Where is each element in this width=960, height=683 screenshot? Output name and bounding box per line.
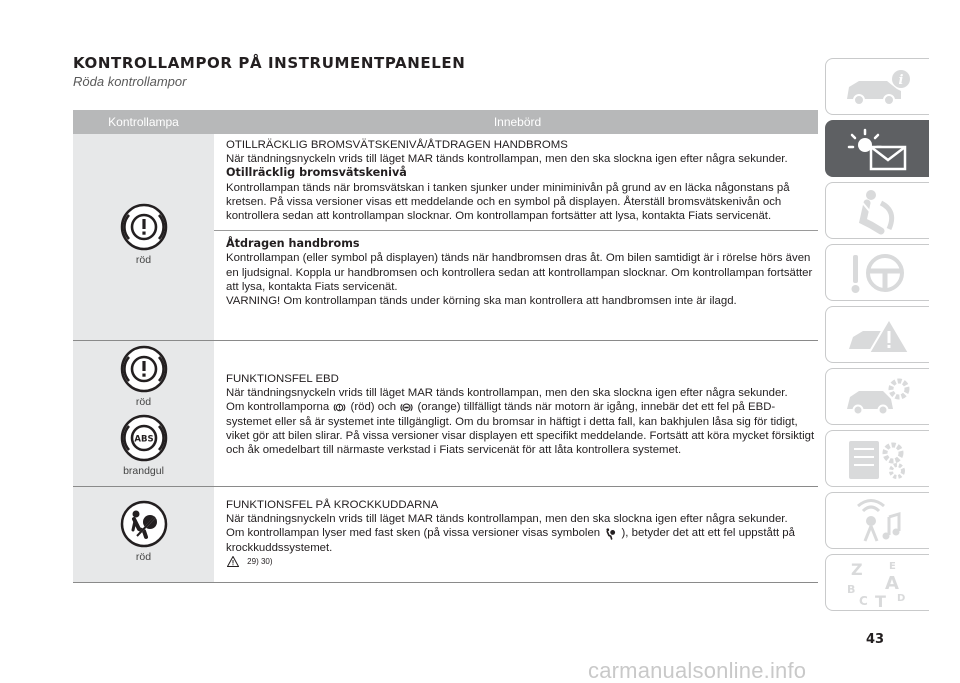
tab-dashboard-warnings[interactable]	[825, 120, 929, 177]
abs-icon	[400, 401, 413, 414]
page-subtitle: Röda kontrollampor	[73, 74, 187, 89]
brake-warning-icon	[120, 345, 168, 393]
lamp-color-label: röd	[135, 551, 152, 563]
row-paragraph	[226, 400, 818, 457]
dashboard-warning-icon	[841, 125, 915, 173]
steering-wheel-icon	[841, 249, 915, 297]
svg-text:i: i	[898, 72, 903, 88]
meaning-cell	[214, 341, 818, 486]
row-paragraph: När tändningsnyckeln vrids till läget MAR tänds kontrollampan, men den ska slockna igen efter några sekunder.	[226, 387, 788, 400]
svg-text:ABS: ABS	[133, 434, 154, 444]
car-service-icon	[841, 373, 915, 421]
airbag-icon	[604, 527, 617, 540]
lamp-cell	[73, 487, 214, 582]
svg-text:A: A	[884, 572, 899, 594]
warning-lamp-table	[73, 110, 818, 583]
lamp-cell	[73, 341, 214, 486]
lamp-color-label: röd	[135, 253, 152, 266]
table-header	[73, 110, 818, 134]
lamp-cell	[73, 134, 214, 340]
airbag-icon	[120, 500, 168, 548]
row-text: (orange) tillfälligt tänds när motorn är igång, innebär det ett fel på EBD-systemet eller så är systemet inte tillgängligt. Om du bromsar in häftigt i detta fall, kan bakhjulen låsa sig för tidigt, viket gör att bilen slirar. På vissa versioner visar displayen ett specifikt meddelande. Fortsätt att köra mycket försiktigt och åk omedelbart till närmaste verkstad i Fiats servicenät för att låta kontrollera systemet.	[226, 401, 815, 457]
row-text: Om kontrollampan lyser med fast sken (på vissa versioner visas symbolen	[226, 527, 601, 540]
notes-line	[226, 555, 818, 569]
svg-text:Z: Z	[850, 559, 863, 579]
svg-text:T: T	[874, 591, 886, 609]
brake-warning-icon	[333, 401, 346, 414]
tab-driving[interactable]	[825, 244, 929, 301]
watermark: carmanualsonline.info	[588, 658, 807, 683]
svg-text:E: E	[888, 560, 896, 572]
row-paragraph: När tändningsnyckeln vrids till läget MAR tänds kontrollampan, men den ska slockna igen efter några sekunder.	[226, 513, 788, 526]
row-subheading: Åtdragen handbroms	[226, 237, 360, 251]
multimedia-icon	[841, 497, 915, 545]
svg-text:D: D	[896, 592, 905, 604]
divider	[214, 230, 818, 231]
table-row	[73, 341, 818, 487]
note-references: 29) 30)	[247, 556, 273, 566]
tab-safety[interactable]	[825, 182, 929, 239]
car-info-icon	[841, 65, 915, 109]
row-paragraph: Kontrollampan tänds när bromsvätskan i tanken sjunker under miniminivån på grund av en läcka någonstans på kretsen. På vissa versioner visas ett meddelande och en symbol på displayen. Återställ bromsvätskenivån och kontrollera sedan att kontrollampan slocknar. Om kontrollampan fortsätter att lysa, kontakta Fiats servicenät.	[226, 181, 790, 223]
column-header-lamp: Kontrollampa	[108, 115, 179, 129]
lamp-color-label: brandgul	[123, 464, 164, 477]
row-warning: VARNING! Om kontrollampan tänds under körning ska man kontrollera att handbromsen inte är ilagd.	[226, 295, 737, 308]
page-number: 43	[866, 632, 885, 647]
row-title: FUNKTIONSFEL PÅ KROCKKUDDARNA	[226, 499, 439, 511]
index-icon	[841, 557, 915, 609]
tab-emergency[interactable]	[825, 306, 929, 363]
table-row	[73, 134, 818, 341]
lamp-color-label: röd	[135, 395, 152, 408]
row-paragraph	[226, 526, 818, 554]
technical-data-icon	[841, 435, 915, 483]
page-heading	[73, 54, 465, 89]
row-subheading: Otillräcklig bromsvätskenivå	[226, 166, 407, 180]
tab-multimedia[interactable]	[825, 492, 929, 549]
seatbelt-safety-icon	[841, 187, 915, 235]
tab-technical-data[interactable]	[825, 430, 929, 487]
abs-icon	[120, 414, 168, 462]
brake-warning-icon	[120, 203, 168, 251]
column-header-meaning: Innebörd	[493, 115, 542, 129]
tab-index[interactable]	[825, 554, 929, 611]
row-title: OTILLRÄCKLIG BROMSVÄTSKENIVÅ/ÅTDRAGEN HANDBROMS	[226, 139, 568, 151]
tab-maintenance[interactable]	[825, 368, 929, 425]
row-text: Om kontrollamporna	[226, 401, 330, 414]
tab-car-info[interactable]	[825, 58, 929, 115]
meaning-cell	[214, 487, 818, 582]
row-paragraph: När tändningsnyckeln vrids till läget MAR tänds kontrollampan, men den ska slockna igen efter några sekunder.	[226, 153, 788, 166]
chapter-tabs	[825, 58, 929, 616]
row-text: (röd) och	[350, 401, 397, 414]
warning-triangle-icon	[227, 556, 239, 567]
table-row	[73, 487, 818, 583]
svg-text:B: B	[846, 582, 855, 596]
row-text: ), betyder det att ett fel uppstått på krockkuddssystemet.	[226, 527, 795, 554]
row-paragraph: Kontrollampan (eller symbol på displayen) tänds när handbromsen dras åt. Om bilen samtidigt är i rörelse hörs även en ljudsignal. Koppla ur handbromsen och kontrollera sedan att kontrollampan slocknar. Om kontrollampan fortsätter att lysa, kontakta Fiats servicenät.	[226, 252, 813, 293]
page-title: KONTROLLAMPOR PÅ INSTRUMENTPANELEN	[73, 54, 466, 72]
meaning-cell	[214, 134, 818, 340]
emergency-icon	[841, 311, 915, 359]
svg-text:C: C	[858, 593, 868, 608]
row-title: FUNKTIONSFEL EBD	[226, 373, 339, 385]
